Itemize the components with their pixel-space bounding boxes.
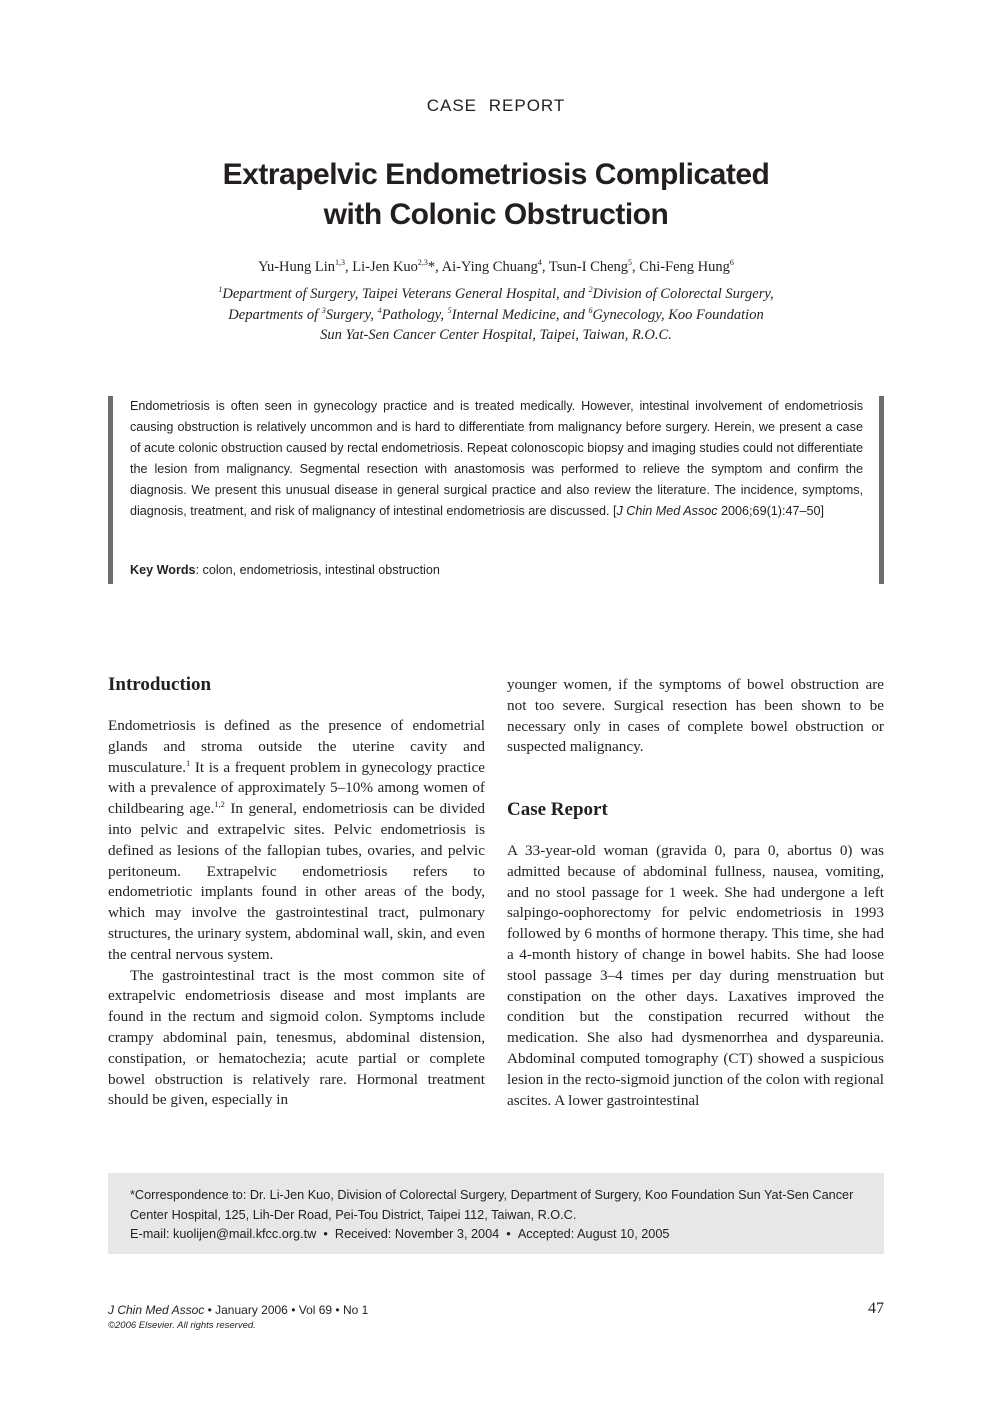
abstract-bar-right	[879, 396, 884, 584]
case-report-heading: Case Report	[507, 799, 608, 820]
affiliation-line-1	[100, 284, 892, 305]
affiliation-sup: 4	[377, 305, 382, 315]
author: Chi-Feng Hung	[639, 259, 730, 275]
author-separator: ,	[435, 259, 442, 275]
author: Yu-Hung Lin	[258, 259, 336, 275]
section-label: CASE REPORT	[426, 96, 566, 115]
footer-journal-name: J Chin Med Assoc	[108, 1303, 205, 1317]
affiliation-text: Department of Surgery, Taipei Veterans General Hospital, and	[222, 286, 589, 302]
introduction-paragraph-2-continued	[507, 675, 884, 758]
abstract-bar-left	[108, 396, 113, 584]
affiliation-sup: 1	[218, 285, 223, 294]
reference-sup: 1,2	[214, 799, 225, 810]
author: Ai-Ying Chuang	[441, 259, 538, 275]
author-affiliation-sup: 5	[628, 258, 633, 267]
affiliation-line-3: Sun Yat-Sen Cancer Center Hospital, Taipei, Taiwan, R.O.C.	[320, 327, 672, 343]
bullet-separator: •	[506, 1227, 511, 1241]
text-run: It is a frequent problem in gynecology practice with a prevalence of approximately 5–10% among women of childbearing age.	[108, 758, 485, 818]
affiliation-sup: 5	[447, 305, 452, 315]
case-report-column	[507, 841, 884, 1111]
bullet-separator: •	[323, 1227, 328, 1241]
abstract-body: Endometriosis is often seen in gynecology practice and is treated medically. However, intestinal involvement of endometriosis causing obstruction is relatively uncommon and is hard to differentiate from malignancy before surgery. Herein, we present a case of acute colonic obstruction caused by rectal endometriosis. Repeat colonoscopic biopsy and imaging studies could not differentiate the lesion from malignancy. Segmental resection with anastomosis was performed to relieve the symptom and confirm the diagnosis. We present this unusual disease in general surgical practice and also review the literature. The incidence, symptoms, diagnosis, treatment, and risk of malignancy of intestinal endometriosis are discussed. [	[130, 399, 863, 518]
affiliation-text: Departments of	[228, 306, 322, 323]
correspondence-address: *Correspondence to: Dr. Li-Jen Kuo, Division of Colorectal Surgery, Department of Surgery, Koo Foundation Sun Yat-Sen Cancer Center Hospital, 125, Lih-Der Road, Pei-Tou District, Taipei 112, Taiwan, R.O.C.	[130, 1188, 854, 1222]
introduction-paragraph-1	[108, 716, 485, 966]
corresponding-author-star: *	[427, 259, 436, 275]
introduction-column	[108, 716, 485, 1111]
affiliation-line-2	[100, 305, 892, 326]
correspondence-box	[108, 1173, 884, 1254]
correspondence-email: E-mail: kuolijen@mail.kfcc.org.tw	[130, 1227, 317, 1241]
introduction-heading: Introduction	[108, 674, 212, 695]
footer-journal-info	[108, 1302, 368, 1318]
received-date: Received: November 3, 2004	[334, 1227, 500, 1241]
correspondence-meta	[130, 1225, 865, 1245]
page-number: 47	[868, 1300, 884, 1317]
article-title	[150, 155, 842, 235]
footer-copyright: ©2006 Elsevier. All rights reserved.	[108, 1320, 256, 1331]
author-affiliation-sup: 1,3	[335, 258, 346, 267]
author-affiliation-sup: 2,3	[417, 258, 428, 267]
text-run: In general, endometriosis can be divided into pelvic and extrapelvic sites. Pelvic endometriosis is defined as lesions of the fallopian tubes, ovaries, and pelvic peritoneum. Extrapelvic endometriosis refers to endometriotic implants found in other areas of the body, which may involve the gastrointestinal tract, pulmonary structures, the urinary system, abdominal wall, skin, and even the central nervous system.	[108, 800, 485, 963]
abstract-citation-journal: J Chin Med Assoc	[616, 503, 718, 518]
affiliations	[100, 284, 892, 346]
author-separator: ,	[632, 259, 640, 275]
keywords-list: : colon, endometriosis, intestinal obstruction	[195, 563, 440, 577]
author-list	[100, 257, 892, 277]
introduction-paragraph-2: The gastrointestinal tract is the most common site of extrapelvic endometriosis disease and most implants are found in the rectum and sigmoid colon. Symptoms include crampy abdominal pain, tenesmus, abdominal distension, constipation, or hematochezia; acute partial or complete bowel obstruction is relatively rare. Hormonal treatment should be given, especially in	[108, 966, 485, 1109]
case-report-paragraph-1: A 33-year-old woman (gravida 0, para 0, abortus 0) was admitted because of abdominal fullness, nausea, vomiting, and no stool passage for 1 week. She had undergone a left salpingo-oophorectomy for pelvic endometriosis in 1993 followed by 6 months of hormone therapy. This time, she had a 4-month history of change in bowel habits. She had loose stool passage 3–4 times per day during menstruation but constipation on the other days. Laxatives improved the condition but the constipation recurred without the medication. She also had dysmenorrhea and dyspareunia. Abdominal computed tomography (CT) showed a suspicious lesion in the recto-sigmoid junction of the colon with regional ascites. A lower gastrointestinal	[507, 842, 884, 1109]
text-run: Endometriosis is defined as the presence of endometrial glands and stroma outside the uterine cavity and musculature.	[108, 717, 485, 776]
keywords-label: Key Words	[130, 563, 196, 577]
author-separator: ,	[345, 259, 353, 275]
accepted-date: Accepted: August 10, 2005	[517, 1227, 670, 1241]
abstract-box	[108, 396, 884, 584]
affiliation-sup: 3	[321, 305, 326, 315]
title-line-2: with Colonic Obstruction	[323, 198, 669, 231]
correspondence-text	[130, 1186, 865, 1245]
reference-sup: 1	[186, 757, 191, 768]
abstract-citation-details: 2006;69(1):47–50]	[717, 503, 824, 518]
continued-text: younger women, if the symptoms of bowel obstruction are not too severe. Surgical resection has been shown to be necessary only in cases of complete bowel obstruction or suspected malignancy.	[507, 676, 884, 756]
affiliation-text: Internal Medicine, and	[451, 306, 589, 323]
abstract-text	[130, 396, 863, 521]
author: Tsun-I Cheng	[548, 259, 629, 275]
affiliation-text: Surgery,	[325, 306, 378, 323]
affiliation-text: Gynecology, Koo Foundation	[592, 306, 764, 323]
author-separator: ,	[541, 259, 549, 275]
affiliation-text: Division of Colorectal Surgery,	[592, 286, 774, 302]
author-affiliation-sup: 4	[537, 258, 542, 267]
author-affiliation-sup: 6	[729, 258, 734, 267]
affiliation-sup: 6	[588, 305, 593, 315]
author: Li-Jen Kuo	[352, 259, 418, 275]
affiliation-text: Pathology,	[381, 306, 448, 323]
keywords	[130, 562, 863, 578]
affiliation-sup: 2	[588, 285, 593, 294]
title-line-1: Extrapelvic Endometriosis Complicated	[222, 158, 770, 191]
footer-issue: • January 2006 • Vol 69 • No 1	[204, 1303, 369, 1317]
